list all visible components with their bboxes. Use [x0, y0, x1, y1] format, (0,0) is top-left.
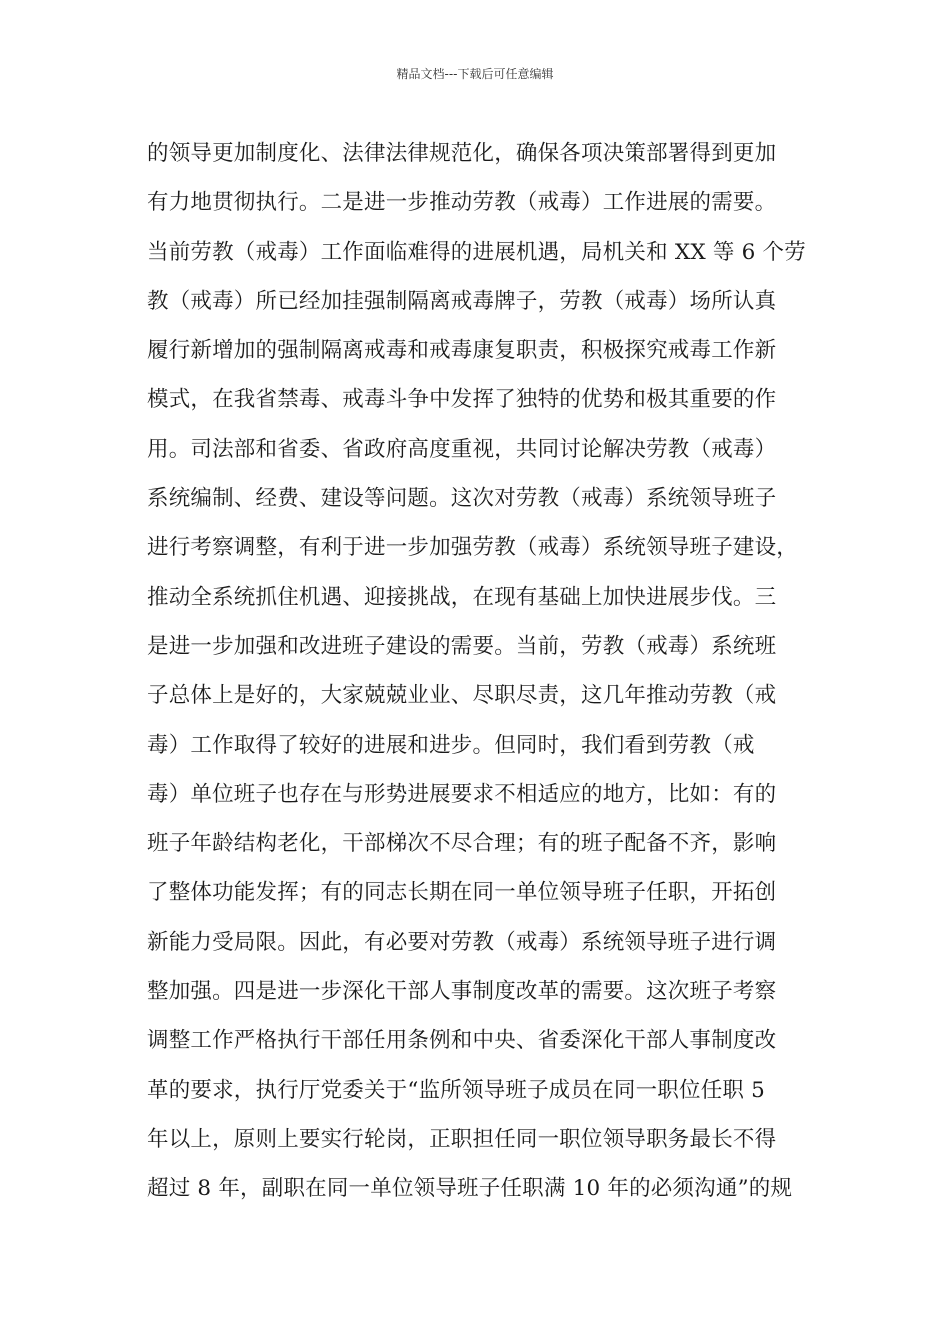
text-line: 进行考察调整，有利于进一步加强劳教（戒毒）系统领导班子建设， [147, 535, 799, 561]
text-line: 年以上，原则上要实行轮岗，正职担任同一职位领导职务最长不得 [147, 1126, 777, 1152]
text-line: 有力地贯彻执行。二是进一步推动劳教（戒毒）工作进展的需要。 [147, 190, 777, 216]
text-line: 整加强。四是进一步深化干部人事制度改革的需要。这次班子考察 [147, 979, 777, 1005]
text-line: 毒）单位班子也存在与形势进展要求不相适应的地方，比如：有的 [147, 781, 777, 807]
text-line: 调整工作严格执行干部任用条例和中央、省委深化干部人事制度改 [147, 1028, 777, 1054]
text-line: 模式，在我省禁毒、戒毒斗争中发挥了独特的优势和极其重要的作 [147, 387, 777, 413]
text-line: 当前劳教（戒毒）工作面临难得的进展机遇，局机关和 XX 等 6 个劳 [147, 239, 806, 265]
text-line: 是进一步加强和改进班子建设的需要。当前，劳教（戒毒）系统班 [147, 633, 777, 659]
text-line: 毒）工作取得了较好的进展和进步。但同时，我们看到劳教（戒 [147, 732, 755, 758]
text-line: 班子年龄结构老化，干部梯次不尽合理；有的班子配备不齐，影响 [147, 831, 777, 857]
text-line: 子总体上是好的，大家兢兢业业、尽职尽责，这几年推动劳教（戒 [147, 683, 777, 709]
page-header: 精品文档---下载后可任意编辑 [396, 67, 554, 81]
text-line: 履行新增加的强制隔离戒毒和戒毒康复职责，积极探究戒毒工作新 [147, 338, 777, 364]
text-line: 教（戒毒）所已经加挂强制隔离戒毒牌子，劳教（戒毒）场所认真 [147, 288, 777, 314]
text-line: 用。司法部和省委、省政府高度重视，共同讨论解决劳教（戒毒） [147, 436, 777, 462]
text-line: 超过 8 年，副职在同一单位领导班子任职满 10 年的必须沟通”的规 [147, 1176, 793, 1202]
text-line: 新能力受局限。因此，有必要对劳教（戒毒）系统领导班子进行调 [147, 929, 777, 955]
text-line: 的领导更加制度化、法律法律规范化，确保各项决策部署得到更加 [147, 141, 777, 166]
text-line: 了整体功能发挥；有的同志长期在同一单位领导班子任职，开拓创 [147, 880, 777, 906]
text-line: 推动全系统抓住机遇、迎接挑战，在现有基础上加快进展步伐。三 [147, 584, 777, 610]
text-line: 系统编制、经费、建设等问题。这次对劳教（戒毒）系统领导班子 [147, 486, 777, 512]
text-line: 革的要求，执行厅党委关于“监所领导班子成员在同一职位任职 5 [147, 1077, 766, 1103]
body-text [147, 129, 807, 1214]
